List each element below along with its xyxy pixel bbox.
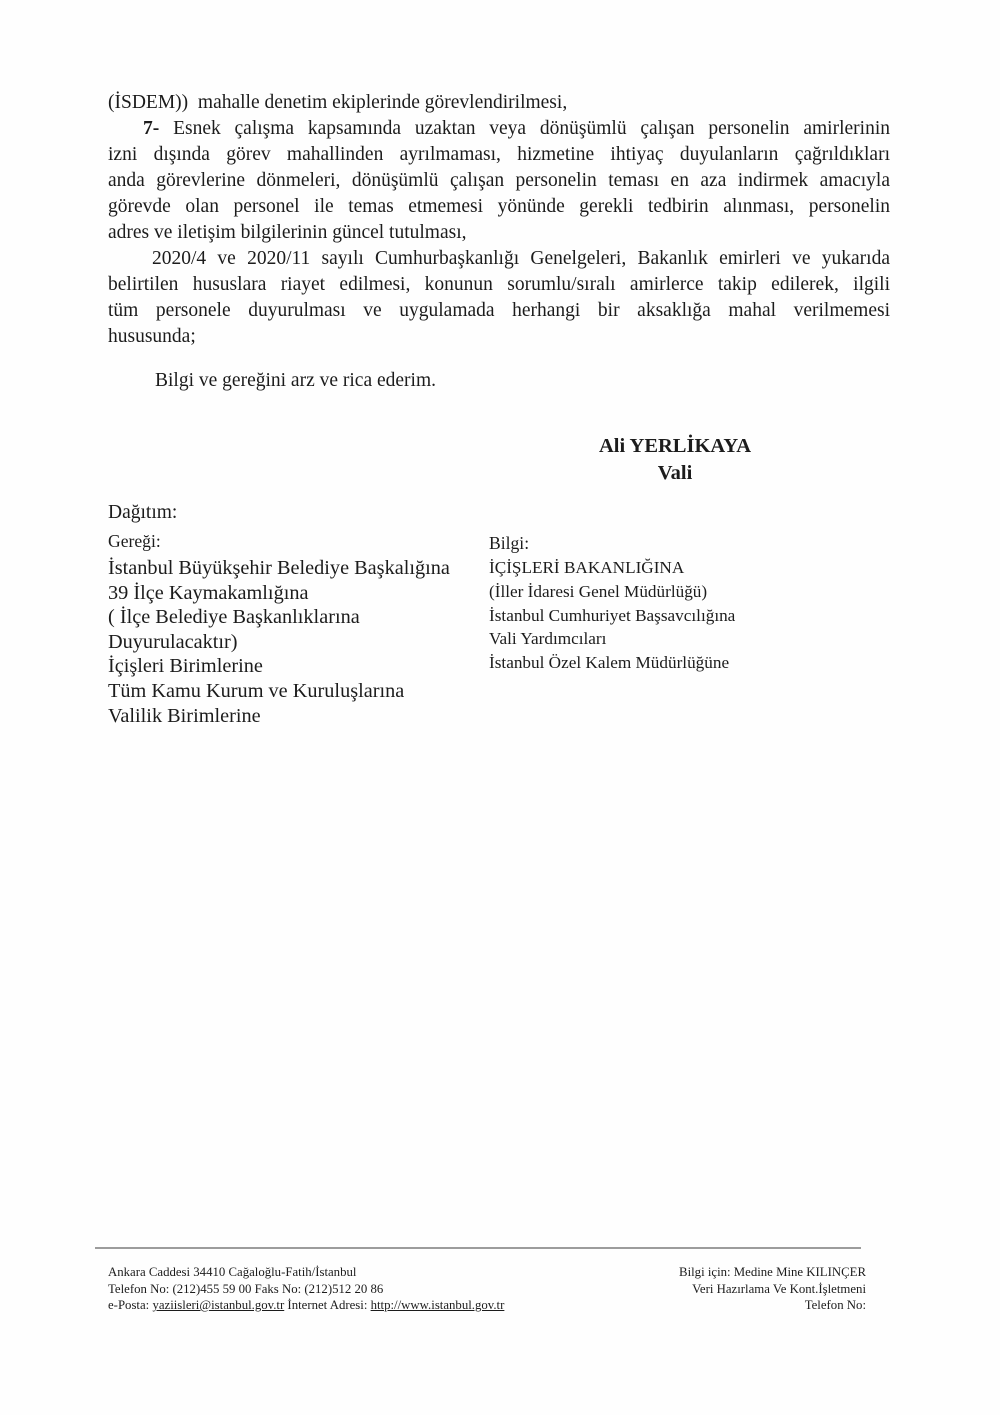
body-line: anda görevlerine dönmeleri, dönüşümlü çalışan personelin teması en aza indirmek amacıyla (108, 170, 890, 191)
bilgi-item: İstanbul Cumhuriyet Başsavcılığına (489, 605, 736, 625)
geregi-item: Valilik Birimlerine (108, 704, 261, 727)
body-paragraph (108, 116, 890, 246)
footer-contact-name: Bilgi için: Medine Mine KILINÇER (679, 1265, 866, 1279)
geregi-items (108, 556, 478, 728)
footer-eposta-text: İnternet Adresi: (284, 1298, 371, 1312)
geregi-item: ( İlçe Belediye Başkanlıklarına (108, 606, 360, 629)
email-link[interactable]: yaziisleri@istanbul.gov.tr (152, 1298, 285, 1312)
item-number-bold: 7- (143, 118, 174, 139)
distribution-title: Dağıtım: (108, 502, 178, 523)
body-line: 7- Esnek çalışma kapsamında uzaktan veya dönüşümlü çalışan personelin amirlerinin (143, 118, 890, 139)
geregi-item: Tüm Kamu Kurum ve Kuruluşlarına (108, 679, 405, 702)
website-link[interactable]: http://www.istanbul.gov.tr (370, 1298, 505, 1312)
signatory-name: Ali YERLİKAYA (598, 435, 752, 457)
body-line: tüm personele duyurulması ve uygulamada herhangi bir aksaklığa mahal verilmemesi (108, 300, 890, 321)
body-line: izni dışında görev mahallinden ayrılmaması, hizmetine ihtiyaç duyulanların çağrıldıkları (108, 144, 890, 165)
footer-right-block (500, 1264, 866, 1314)
body-line: hususunda; (108, 326, 196, 347)
body-line: adres ve iletişim bilgilerinin güncel tutulması, (108, 222, 467, 243)
body-line: 2020/4 ve 2020/11 sayılı Cumhurbaşkanlığı Genelgeleri, Bakanlık emirleri ve yukarıda (152, 248, 890, 269)
body-text (108, 90, 890, 394)
bilgi-label: Bilgi: (489, 533, 530, 553)
body-line: belirtilen hususlara riayet edilmesi, konunun sorumlu/sıralı amirlerce takip edilerek, ilgili (108, 274, 890, 295)
body-line: görevde olan personel ile temas etmemesi yönünde gerekli tedbirin alınması, personelin (108, 196, 890, 217)
bilgi-item: (İller İdaresi Genel Müdürlüğü) (489, 581, 708, 601)
footer-contact-phone: Telefon No: (804, 1298, 866, 1312)
bilgi-item: İstanbul Özel Kalem Müdürlüğüne (489, 653, 730, 673)
distribution-bilgi-column (489, 532, 869, 675)
body-line: Bilgi ve gereğini arz ve rica ederim. (155, 370, 436, 391)
footer-eposta-text: e-Posta: (108, 1298, 153, 1312)
geregi-label: Gereği: (108, 531, 161, 551)
footer-rule (95, 1247, 861, 1249)
bilgi-item: Vali Yardımcıları (489, 629, 607, 649)
geregi-item: 39 İlçe Kaymakamlığına (108, 581, 309, 604)
body-paragraph (108, 368, 890, 394)
footer-phone-fax: Telefon No: (212)455 59 00 Faks No: (212)512 20 86 (108, 1281, 384, 1296)
footer-contact-role: Veri Hazırlama Ve Kont.İşletmeni (692, 1281, 866, 1296)
geregi-item: İçişleri Birimlerine (108, 655, 263, 678)
footer-address: Ankara Caddesi 34410 Cağaloğlu-Fatih/İstanbul (108, 1265, 357, 1279)
bilgi-item: İÇİŞLERİ BAKANLIĞINA (489, 558, 685, 577)
distribution-geregi-column (108, 530, 478, 728)
signatory-title: Vali (657, 462, 693, 484)
geregi-item: Duyurulacaktır) (108, 630, 238, 653)
bilgi-items (489, 556, 869, 675)
body-line: (İSDEM)) mahalle denetim ekiplerinde görevlendirilmesi, (108, 92, 568, 113)
body-paragraph (108, 246, 890, 350)
signature-block (450, 433, 900, 487)
body-paragraph (108, 90, 890, 116)
geregi-item: İstanbul Büyükşehir Belediye Başkalığına (108, 557, 450, 579)
